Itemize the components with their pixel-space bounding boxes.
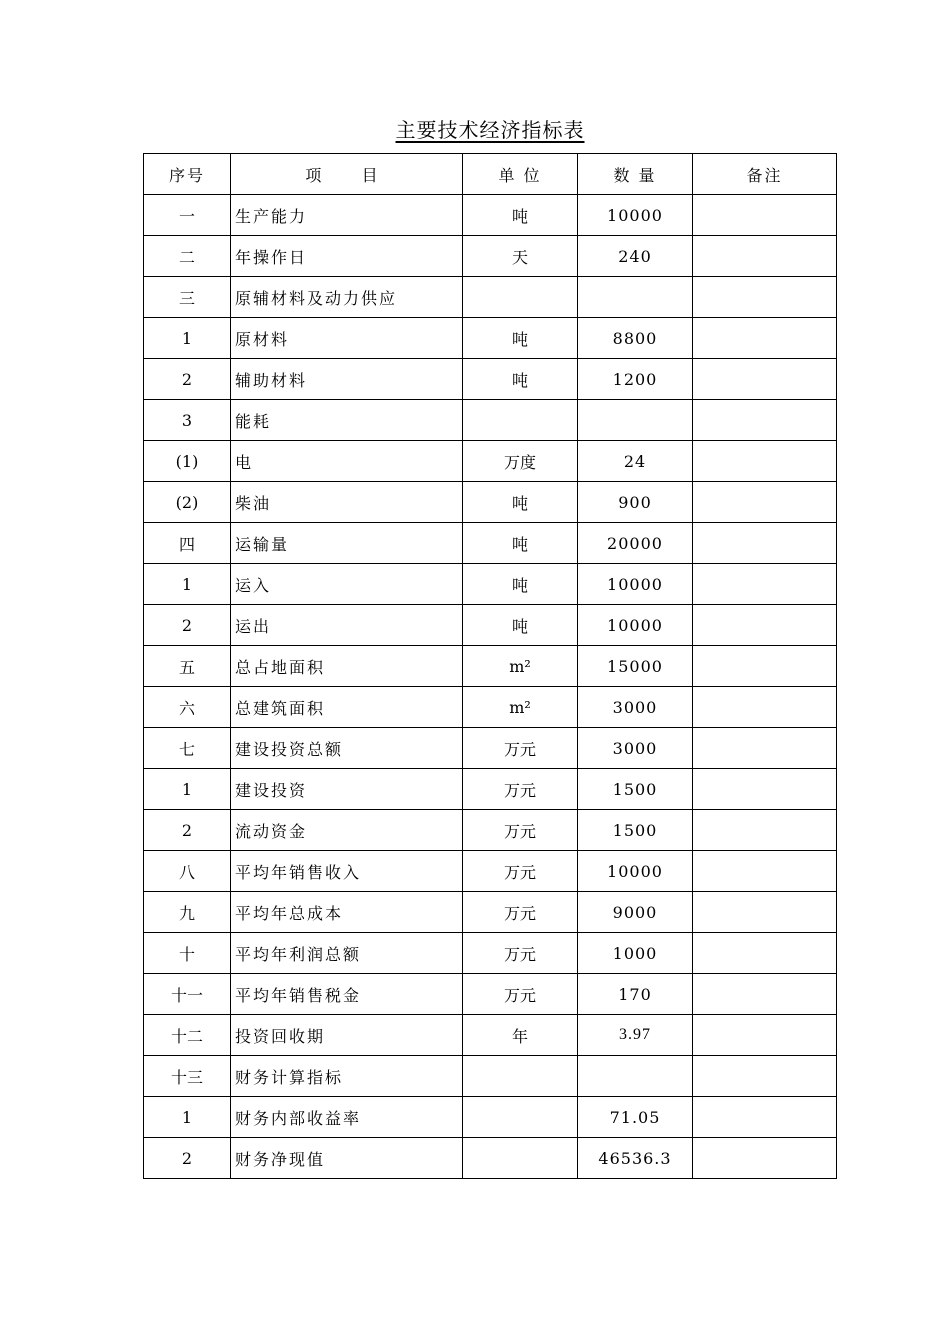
table-row	[144, 359, 837, 400]
header-note: 备注	[693, 154, 837, 195]
cell-note	[693, 400, 837, 441]
cell-unit: 万元	[463, 728, 578, 769]
cell-qty: 10000	[578, 605, 693, 646]
cell-qty: 20000	[578, 523, 693, 564]
cell-seq: 三	[144, 277, 231, 318]
cell-unit: 万元	[463, 974, 578, 1015]
cell-note	[693, 236, 837, 277]
table-row	[144, 933, 837, 974]
cell-note	[693, 195, 837, 236]
cell-note	[693, 277, 837, 318]
header-unit: 单 位	[463, 154, 578, 195]
table-row	[144, 236, 837, 277]
cell-seq: 1	[144, 564, 231, 605]
table-row	[144, 564, 837, 605]
cell-unit: 万元	[463, 851, 578, 892]
cell-seq: 2	[144, 359, 231, 400]
cell-note	[693, 892, 837, 933]
cell-seq: (1)	[144, 441, 231, 482]
table-row	[144, 769, 837, 810]
cell-note	[693, 851, 837, 892]
header-qty: 数 量	[578, 154, 693, 195]
cell-item: 建设投资	[231, 769, 463, 810]
table-row	[144, 277, 837, 318]
table-row	[144, 523, 837, 564]
cell-unit: 万度	[463, 441, 578, 482]
table-header-row	[144, 154, 837, 195]
cell-qty: 10000	[578, 195, 693, 236]
cell-item: 原辅材料及动力供应	[231, 277, 463, 318]
cell-qty: 10000	[578, 851, 693, 892]
table-body	[144, 195, 837, 1179]
cell-seq: 二	[144, 236, 231, 277]
table-row	[144, 687, 837, 728]
table-row	[144, 810, 837, 851]
cell-item: 柴油	[231, 482, 463, 523]
cell-item: 运输量	[231, 523, 463, 564]
cell-seq: 六	[144, 687, 231, 728]
cell-seq: 九	[144, 892, 231, 933]
cell-item: 平均年销售收入	[231, 851, 463, 892]
cell-item: 平均年销售税金	[231, 974, 463, 1015]
cell-item: 辅助材料	[231, 359, 463, 400]
cell-item: 年操作日	[231, 236, 463, 277]
cell-seq: 十三	[144, 1056, 231, 1097]
cell-unit: 吨	[463, 564, 578, 605]
cell-qty: 1500	[578, 769, 693, 810]
table-row	[144, 605, 837, 646]
cell-unit: 万元	[463, 810, 578, 851]
cell-seq: 1	[144, 318, 231, 359]
table-row	[144, 195, 837, 236]
cell-item: 平均年总成本	[231, 892, 463, 933]
table-row	[144, 974, 837, 1015]
cell-note	[693, 605, 837, 646]
table-row	[144, 851, 837, 892]
cell-qty: 1000	[578, 933, 693, 974]
cell-seq: 十	[144, 933, 231, 974]
cell-note	[693, 482, 837, 523]
cell-item: 总占地面积	[231, 646, 463, 687]
cell-note	[693, 687, 837, 728]
cell-unit	[463, 400, 578, 441]
table-row	[144, 318, 837, 359]
cell-unit: 天	[463, 236, 578, 277]
cell-item: 运入	[231, 564, 463, 605]
table-row	[144, 1097, 837, 1138]
cell-item: 能耗	[231, 400, 463, 441]
cell-seq: 十一	[144, 974, 231, 1015]
cell-item: 财务内部收益率	[231, 1097, 463, 1138]
cell-unit	[463, 1097, 578, 1138]
table-row	[144, 1138, 837, 1179]
table-row	[144, 441, 837, 482]
cell-qty: 71.05	[578, 1097, 693, 1138]
cell-qty: 3.97	[578, 1015, 693, 1056]
cell-qty: 3000	[578, 728, 693, 769]
cell-note	[693, 974, 837, 1015]
table-row	[144, 646, 837, 687]
cell-note	[693, 318, 837, 359]
cell-item: 财务计算指标	[231, 1056, 463, 1097]
cell-qty	[578, 1056, 693, 1097]
cell-note	[693, 769, 837, 810]
cell-qty: 9000	[578, 892, 693, 933]
table-row	[144, 482, 837, 523]
cell-seq: 七	[144, 728, 231, 769]
cell-seq: 十二	[144, 1015, 231, 1056]
cell-seq: 1	[144, 1097, 231, 1138]
cell-qty: 1500	[578, 810, 693, 851]
cell-unit: m²	[463, 687, 578, 728]
cell-note	[693, 1097, 837, 1138]
cell-seq: 1	[144, 769, 231, 810]
cell-qty: 46536.3	[578, 1138, 693, 1179]
cell-note	[693, 441, 837, 482]
cell-unit: 吨	[463, 318, 578, 359]
cell-qty: 170	[578, 974, 693, 1015]
cell-qty: 3000	[578, 687, 693, 728]
cell-qty: 8800	[578, 318, 693, 359]
cell-seq: 八	[144, 851, 231, 892]
table-row	[144, 1056, 837, 1097]
cell-seq: 2	[144, 810, 231, 851]
cell-qty: 10000	[578, 564, 693, 605]
cell-item: 平均年利润总额	[231, 933, 463, 974]
table-row	[144, 400, 837, 441]
cell-item: 投资回收期	[231, 1015, 463, 1056]
cell-qty: 15000	[578, 646, 693, 687]
cell-note	[693, 564, 837, 605]
cell-unit	[463, 1056, 578, 1097]
header-seq: 序号	[144, 154, 231, 195]
cell-seq: 3	[144, 400, 231, 441]
cell-unit: 吨	[463, 482, 578, 523]
cell-item: 财务净现值	[231, 1138, 463, 1179]
page-title-text: 主要技术经济指标表	[395, 118, 585, 142]
cell-unit: 万元	[463, 769, 578, 810]
cell-note	[693, 728, 837, 769]
cell-note	[693, 523, 837, 564]
cell-seq: 2	[144, 605, 231, 646]
cell-note	[693, 359, 837, 400]
header-item: 项 目	[231, 154, 463, 195]
cell-item: 总建筑面积	[231, 687, 463, 728]
table-row	[144, 892, 837, 933]
cell-seq: 四	[144, 523, 231, 564]
cell-note	[693, 646, 837, 687]
cell-qty: 24	[578, 441, 693, 482]
cell-note	[693, 810, 837, 851]
cell-unit: 万元	[463, 933, 578, 974]
cell-unit: 年	[463, 1015, 578, 1056]
cell-item: 原材料	[231, 318, 463, 359]
cell-unit: 吨	[463, 359, 578, 400]
cell-note	[693, 933, 837, 974]
cell-item: 流动资金	[231, 810, 463, 851]
cell-unit: 吨	[463, 523, 578, 564]
cell-qty	[578, 277, 693, 318]
cell-item: 生产能力	[231, 195, 463, 236]
cell-item: 运出	[231, 605, 463, 646]
cell-item: 建设投资总额	[231, 728, 463, 769]
cell-seq: 一	[144, 195, 231, 236]
cell-qty	[578, 400, 693, 441]
table-row	[144, 1015, 837, 1056]
cell-unit: m²	[463, 646, 578, 687]
cell-unit: 吨	[463, 195, 578, 236]
cell-note	[693, 1138, 837, 1179]
cell-unit: 吨	[463, 605, 578, 646]
cell-unit	[463, 1138, 578, 1179]
page-title	[0, 114, 950, 143]
indicator-table	[143, 153, 837, 1179]
cell-item: 电	[231, 441, 463, 482]
cell-seq: (2)	[144, 482, 231, 523]
cell-unit: 万元	[463, 892, 578, 933]
cell-note	[693, 1015, 837, 1056]
cell-qty: 1200	[578, 359, 693, 400]
cell-unit	[463, 277, 578, 318]
cell-seq: 五	[144, 646, 231, 687]
table-row	[144, 728, 837, 769]
cell-note	[693, 1056, 837, 1097]
cell-qty: 900	[578, 482, 693, 523]
cell-qty: 240	[578, 236, 693, 277]
cell-seq: 2	[144, 1138, 231, 1179]
